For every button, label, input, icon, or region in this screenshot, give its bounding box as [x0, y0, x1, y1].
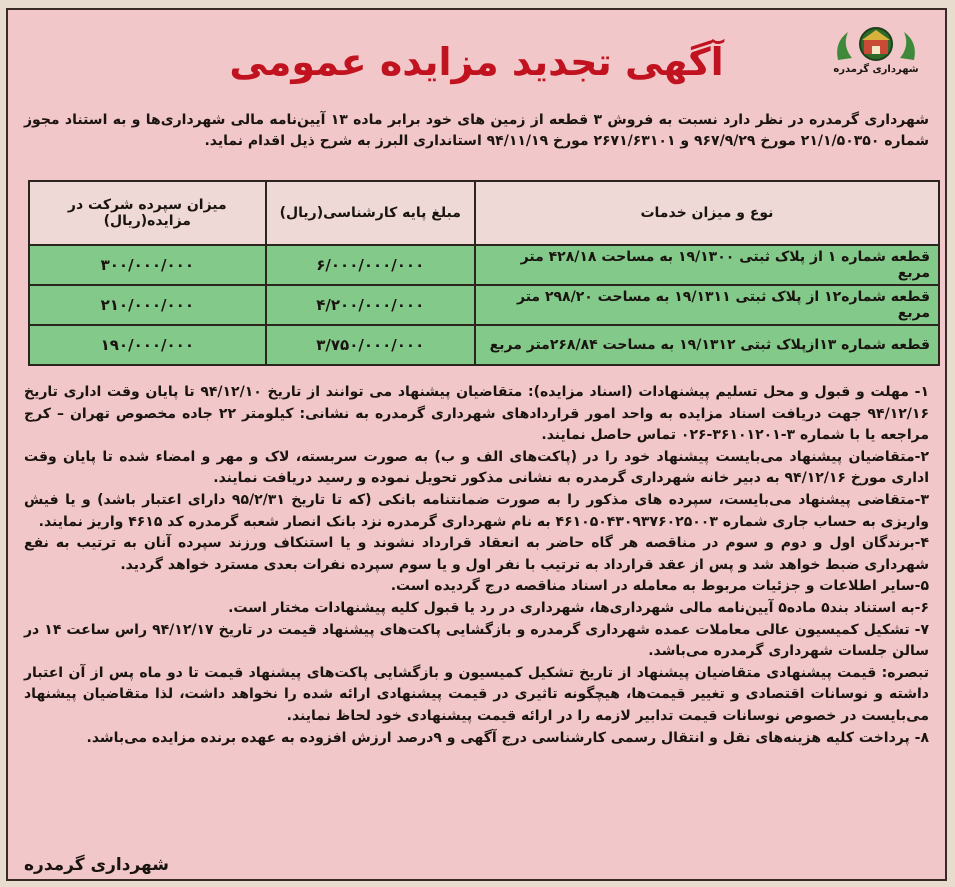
deposit-amount: ۲۱۰/۰۰۰/۰۰۰ [29, 285, 266, 325]
base-price: ۶/۰۰۰/۰۰۰/۰۰۰ [266, 245, 475, 285]
conditions-list [24, 382, 929, 749]
condition-item: ۶-به استناد بند۵ ماده۵ آیین‌نامه مالی شهرداری‌ها، شهرداری در رد یا قبول کلیه پیشنهادات مختار است. [228, 599, 929, 616]
auction-table [28, 180, 940, 365]
logo-caption: شهرداری گرمدره [833, 64, 919, 75]
notice-sheet [6, 8, 947, 881]
parcel-description: قطعه شماره ۱۳ازپلاک ثبتی ۱۹/۱۳۱۲ به مساحت ۲۶۸/۸۴متر مربع [475, 325, 939, 365]
intro-paragraph: شهرداری گرمدره در نظر دارد نسبت به فروش ۳ قطعه از زمین های خود برابر ماده ۱۳ آیین‌نامه مالی شهرداری‌ها و به استناد مجوز شماره ۲۱/۱/۵۰۳۵۰ مورخ ۹۶۷/۹/۲۹ و ۲۶۷۱/۶۳۱۰۱ مورخ ۹۴/۱۱/۱۹ استانداری البرز به شرح ذیل اقدام نماید. [24, 112, 929, 149]
condition-item: ۲-متقاضیان پیشنهاد می‌بایست پیشنهاد خود را در (پاکت‌های الف و ب) به صورت سربسته، لاک و مهر و امضاء شده تا پایان وقت اداری مورخ ۹۴/۱۲/۱۶ به دبیر خانه شهرداری گرمدره به نشانی مذکور تحویل نموده و رسید دریافت نمایند. [24, 448, 929, 487]
table-row [29, 285, 939, 325]
deposit-amount: ۳۰۰/۰۰۰/۰۰۰ [29, 245, 266, 285]
condition-item: ۸- پرداخت کلیه هزینه‌های نقل و انتقال رسمی کارشناسی درج آگهی و ۹درصد ارزش افزوده به عهده برنده مزایده می‌باشد. [86, 729, 929, 746]
column-header-base-price: مبلغ پایه کارشناسی(ریال) [266, 181, 475, 245]
condition-item: ۴-برندگان اول و دوم و سوم در مناقصه هر گاه حاضر به انعقاد قرارداد نشوند و یا استنکاف ورزند سپرده آنان به ترتیب به نفع شهرداری ضبط خواهد شد و پس از عقد قرارداد به ترتیب با نفر اول و یا سوم سپرده نفرات بعدی مسترد خواهد گردید. [24, 535, 929, 573]
table-row [29, 245, 939, 285]
signature: شهرداری گرمدره [24, 855, 169, 875]
column-header-description: نوع و میزان خدمات [475, 181, 939, 245]
condition-item: ۷- تشکیل کمیسیون عالی معاملات عمده شهرداری گرمدره و بازگشایی پاکت‌های پیشنهاد قیمت در تاریخ ۹۴/۱۲/۱۷ راس ساعت ۱۴ در سالن جلسات شهرداری گرمدره می‌باشد. [24, 621, 929, 660]
condition-item: ۵-سایر اطلاعات و جزئیات مربوط به معامله در اسناد مناقصه درج گردیده است. [390, 578, 929, 595]
parcel-description: قطعه شماره۱۲ از پلاک ثبتی ۱۹/۱۳۱۱ به مساحت ۲۹۸/۲۰ متر مربع [475, 285, 939, 325]
condition-note: تبصره: قیمت پیشنهادی متقاضیان پیشنهاد از تاریخ تشکیل کمیسیون و بازگشایی پاکت‌های پیشنهاد قیمت تا دو ماه پس از آن اعتبار داشته و نوسانات اقتصادی و تغییر قیمت‌ها، هیچگونه تاثیری در قیمت پیشنهادی ارائه شده را نخواهد داشت، لذا متقاضیان پیشنهاد می‌بایست در خصوص نوسانات قیمت تدابیر لازمه را در ارائه قیمت پیشنهادی خود لحاظ نمایند. [24, 664, 929, 724]
table-header-row [29, 181, 939, 245]
page-title: آگهی تجدید مزایده عمومی [229, 40, 724, 84]
table-row [29, 325, 939, 365]
deposit-amount: ۱۹۰/۰۰۰/۰۰۰ [29, 325, 266, 365]
column-header-deposit: میزان سپرده شرکت در مزایده(ریال) [29, 181, 266, 245]
base-price: ۴/۲۰۰/۰۰۰/۰۰۰ [266, 285, 475, 325]
parcel-description: قطعه شماره ۱ از پلاک ثبتی ۱۹/۱۳۰۰ به مساحت ۴۲۸/۱۸ متر مربع [475, 245, 939, 285]
condition-item: ۱- مهلت و قبول و محل تسلیم پیشنهادات (اسناد مزایده): متقاضیان پیشنهاد می توانند از تاریخ ۹۴/۱۲/۱۰ تا پایان وقت اداری تاریخ ۹۴/۱۲/۱۶ جهت دریافت اسناد مزایده به واحد امور قراردادهای شهرداری گرمدره به نشانی: کیلومتر ۲۲ جاده مخصوص تهران – کرج مراجعه یا با شماره ۳-۳۶۱۰۱۲۰۱-۰۲۶ تماس حاصل نمایند. [24, 384, 929, 444]
base-price: ۳/۷۵۰/۰۰۰/۰۰۰ [266, 325, 475, 365]
condition-item: ۳-متقاضی پیشنهاد می‌بایست، سپرده های مذکور را به صورت ضمانتنامه بانکی (که تا تاریخ ۹۵/۲/۳۱ دارای اعتبار باشد) و یا فیش واریزی به حساب جاری شماره ۴۶۱۰۵۰۴۳۰۹۳۷۶۰۲۵۰۰۳ به نام شهرداری گرمدره نزد بانک انصار شعبه گرمدره کد ۴۶۱۵ واریز نمایند. [24, 491, 929, 530]
